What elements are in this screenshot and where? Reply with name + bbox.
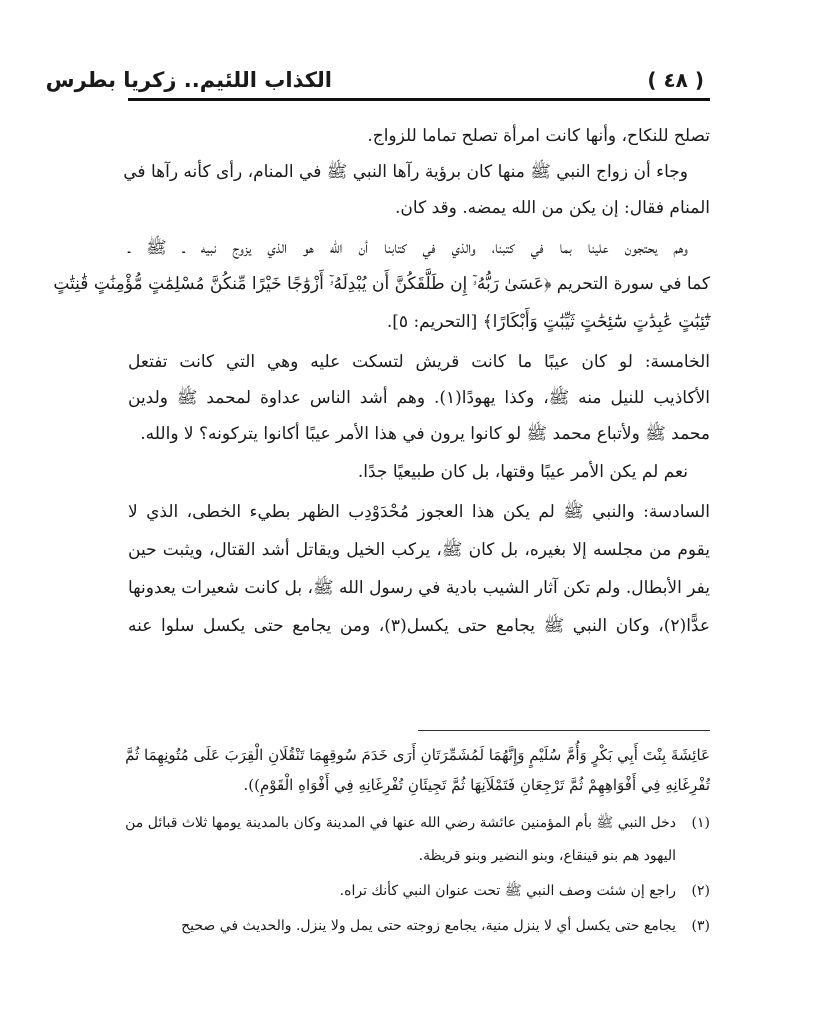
footnote-2	[128, 882, 710, 902]
running-title: الكذاب اللئيم.. زكريا بطرس	[45, 68, 332, 92]
text-line: تَٰٓئِبَٰتٍ عَٰبِدَٰتٍ سَٰٓئِحَٰتٍ ثَيِّبَٰتٍ وَأَبْكَارًا﴾ [التحريم: ٥].	[386, 312, 710, 332]
text-line: نعم لم يكن الأمر عيبًا وقتها، بل كان طبيعيًا جدًا.	[357, 462, 688, 482]
text-line: تصلح للنكاح، وأنها كانت امرأة تصلح تماما للزواج.	[367, 126, 710, 146]
footnote-3	[128, 918, 710, 934]
text-line: وهم يحتجون علينا بما في كتبنا، والذي في كتابنا أن الله هو الذي يزوج نبيه ـ ﷺ ـ	[128, 238, 688, 258]
text-line: عدًّا(٢)، وكان النبي ﷺ يجامع حتى يكسل(٣)، ومن يجامع حتى يكسل سلوا عنه	[128, 616, 710, 636]
text-line: يقوم من مجلسه إلا بغيره، بل كان ﷺ، يركب الخيل ويقاتل أشد القتال، ويثبت حين	[128, 540, 710, 560]
text-line: الخامسة: لو كان عيبًا ما كانت قريش لتسكت عليه وهي التي كانت تفتعل	[128, 352, 710, 372]
text-line: محمد ﷺ ولأتباع محمد ﷺ لو كانوا يرون في هذا الأمر عيبًا أكانوا يتركونه؟ لا والله.	[140, 424, 710, 444]
footnote-text: يجامع حتى يكسل أي لا ينزل منية، يجامع زوجته حتى يمل ولا ينزل. والحديث في صحيح	[181, 918, 676, 934]
footnote-number: (١)	[691, 815, 710, 831]
text-line: وجاء أن زواج النبي ﷺ منها كان برؤية رآها النبي ﷺ في المنام، رأى كأنه رآها في	[123, 162, 688, 182]
footnote-text: راجع إن شئت وصف النبي ﷺ تحت عنوان النبي كأنك تراه.	[339, 883, 676, 899]
text-line: السادسة: والنبي ﷺ لم يكن هذا العجوز مُحْدَوْدِب الظهر بطيء الخطى، الذي لا	[128, 502, 710, 522]
footnote-1-continued	[128, 848, 710, 864]
footnote-quote-line: عَائِشَةَ بِنْتَ أَبِي بَكْرٍ وَأُمَّ سُلَيْمٍ وَإِنَّهُمَا لَمُشَمِّرَتَانِ أَرَى خَدَمَ سُوقِهِمَا تَنْقُلَانِ الْقِرَبَ عَلَى مُتُونِهِمَا ثُمَّ	[125, 746, 710, 764]
page-number: ( ٤٨ )	[647, 68, 704, 92]
footnote-number: (٣)	[691, 918, 710, 934]
footnote-quote-line: تُفْرِغَانِهِ فِي أَفْوَاهِهِمْ ثُمَّ تَرْجِعَانِ فَتَمْلَآنِهَا ثُمَّ تَجِيئَانِ تُفْرِغَانِهِ فِي أَفْوَاهِ الْقَوْمِ)).	[243, 776, 710, 794]
footnote-text: اليهود هم بنو قينقاع، وبنو النضير وبنو قريظة.	[418, 848, 676, 864]
text-line: يفر الأبطال. ولم تكن آثار الشيب بادية في رسول الله ﷺ، بل كانت شعيرات يعدونها	[128, 578, 710, 598]
text-line: الأكاذيب للنيل منه ﷺ، وكذا يهودًا(١). وهم أشد الناس عداوة لمحمد ﷺ ولدين	[128, 388, 710, 408]
text-line: كما في سورة التحريم ﴿عَسَىٰ رَبُّهُۥٓ إِن طَلَّقَكُنَّ أَن يُبْدِلَهُۥٓ أَزْوَٰجًا خَيْرًا مِّنكُنَّ مُسْلِمَٰتٍ مُّؤْمِنَٰتٍ قَٰنِتَٰتٍ	[53, 274, 710, 294]
text-line: المنام فقال: إن يكن من الله يمضه. وقد كان.	[395, 198, 710, 218]
header-rule	[128, 98, 710, 101]
page-header	[45, 62, 710, 100]
footnote-number: (٢)	[691, 883, 710, 899]
footnote-separator	[418, 730, 710, 731]
footnote-1	[125, 814, 710, 834]
footnote-text: دخل النبي ﷺ بأم المؤمنين عائشة رضي الله عنها في المدينة وكان بالمدينة يومها ثلاث قبائل من	[125, 815, 676, 831]
